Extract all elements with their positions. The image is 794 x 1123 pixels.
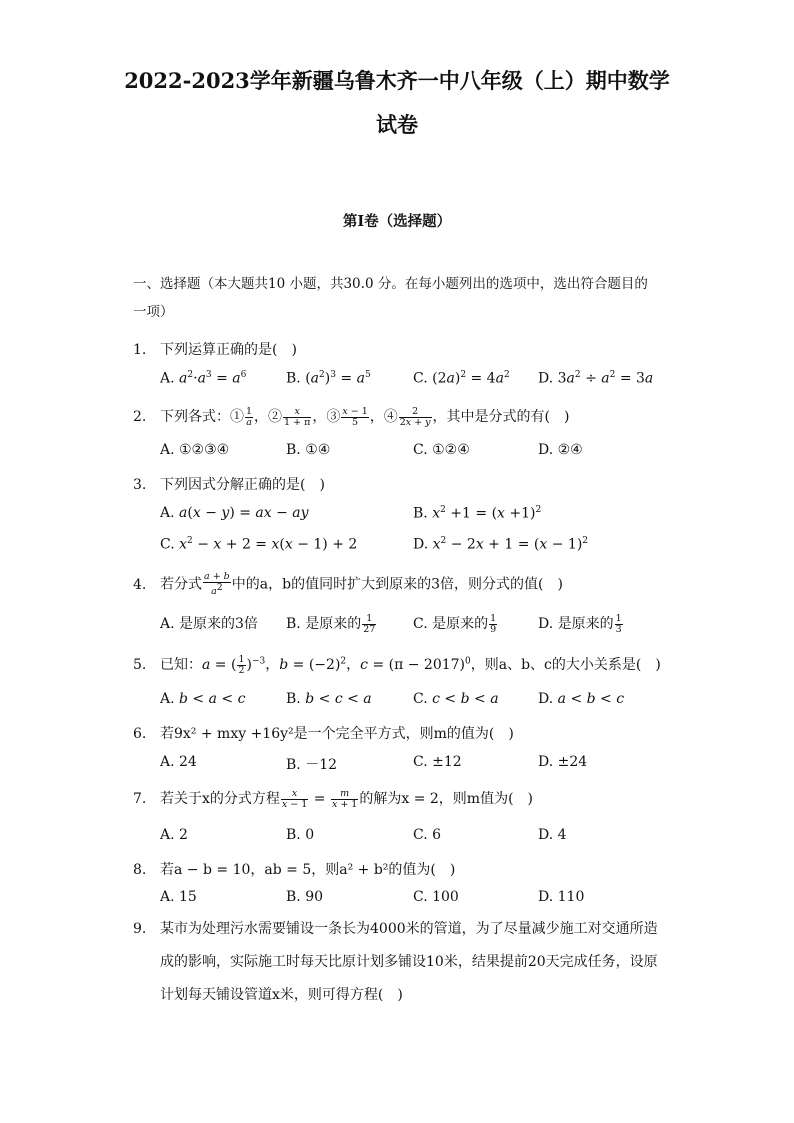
question-2: 2. 下列各式：① $\frac{1}{a}$ ，② $\frac{x}{1 + \pi}$ ，③ $\frac{x - 1}{5}$ ，④ $\frac{2}{2x + y}$ ，其中是分式的有( ) xyxy=(133,405,570,428)
section-instruction-line2: 一项） xyxy=(133,304,174,320)
question-stem-prefix: 下列各式： xyxy=(160,409,230,425)
question-9-line3: 计划每天铺设管道x米，则可得方程( ) xyxy=(160,987,403,1003)
option-a: A. b < a < c xyxy=(160,691,246,707)
option-d: D. ②④ xyxy=(538,442,583,458)
fraction: $\frac{x}{1 + \pi}$ xyxy=(284,405,311,428)
fraction: $\frac{x - 1}{5}$ xyxy=(342,405,368,428)
fraction: $\frac{1}{3}$ xyxy=(615,612,622,635)
fraction: $\frac{1}{9}$ xyxy=(490,612,497,635)
question-4 xyxy=(133,572,673,597)
fraction: $\frac{1}{2}$ xyxy=(238,653,245,676)
question-stem-prefix: 若关于x的分式方程 xyxy=(160,791,280,807)
option-d: D. a < b < c xyxy=(538,691,625,707)
option-c-text: C. 是原来的 xyxy=(413,616,489,632)
question-9-line1: 某市为处理污水需要铺设一条长为4000米的管道，为了尽量减少施工对交通所造 xyxy=(160,921,658,937)
option-a: A. ①②③④ xyxy=(160,442,230,458)
option-d xyxy=(538,613,624,635)
option-c: C. 100 xyxy=(413,889,459,905)
question-8 xyxy=(133,859,673,879)
question-5: 5. 已知：a = ( $\frac{1}{2}$ )$^{-3}$，$b = (-2)^2$，$c = (\pi - 2017)^0$，则a、b、c的大小关系是( ) xyxy=(133,653,661,676)
fraction: $\frac{1}{27}$ xyxy=(363,612,376,635)
option-c: C. $(2a)^2 = 4a^2$ xyxy=(413,370,510,387)
option-c: C. ①②④ xyxy=(413,442,470,458)
question-number: 2. xyxy=(133,409,147,425)
fraction: $\frac{1}{a}$ xyxy=(246,405,253,428)
question-number: 8. xyxy=(133,862,147,878)
option-d-text: D. 是原来的 xyxy=(538,616,614,632)
option-a: A. 2 xyxy=(160,827,188,843)
option-c: C. c < b < a xyxy=(413,691,499,707)
question-stem: 若a − b = 10，ab = 5，则a² + b²的值为( ) xyxy=(160,862,456,878)
option-d: D. $3a^2 \div a^2 = 3a$ xyxy=(538,370,654,387)
section-instruction xyxy=(133,270,673,326)
question-number: 6. xyxy=(133,726,147,742)
question-stem-prefix: 若分式 xyxy=(160,576,202,593)
question-stem: 下列运算正确的是( ) xyxy=(160,342,297,358)
section-instruction-line1: 一、选择题（本大题共10 小题，共30.0 分。在每小题列出的选项中，选出符合题目的 xyxy=(133,276,648,292)
question-stem-suffix: 的解为x = 2，则m值为( ) xyxy=(359,791,533,807)
question-number: 1. xyxy=(133,342,147,358)
question-stem-suffix: 中的a，b的值同时扩大到原来的3倍，则分式的值( ) xyxy=(231,576,563,593)
part-heading: 第I卷（选择题） xyxy=(342,213,452,230)
question-stem: 下列因式分解正确的是( ) xyxy=(160,477,325,493)
question-6 xyxy=(133,723,673,743)
option-b-text: B. 是原来的 xyxy=(286,616,362,632)
question-stem-suffix: ，其中是分式的有( ) xyxy=(432,409,570,425)
question-stem-prefix: 已知： xyxy=(160,657,202,673)
option-c: C. $x^2 - x + 2 = x(x - 1) + 2$ xyxy=(160,536,358,553)
question-stem-suffix: ，则a、b、c的大小关系是( ) xyxy=(470,657,661,673)
option-d: D. 4 xyxy=(538,827,567,843)
page-title-line2: 试卷 xyxy=(376,112,418,137)
fraction: $\frac{m}{x + 1}$ xyxy=(331,787,358,810)
question-number: 9. xyxy=(133,921,147,937)
option-b: B. b < c < a xyxy=(286,691,372,707)
page-title-line1: 2022-2023学年新疆乌鲁木齐一中八年级（上）期中数学 xyxy=(124,68,670,93)
option-a: A. 是原来的3倍 xyxy=(160,616,258,632)
option-b: B. －12 xyxy=(286,757,338,773)
fraction: $\frac{2}{2x + y}$ xyxy=(399,405,431,428)
question-3 xyxy=(133,474,673,494)
option-c: C. ±12 xyxy=(413,754,462,770)
option-b: B. $(a^2)^3 = a^5$ xyxy=(286,370,371,387)
option-a: A. 15 xyxy=(160,889,197,905)
question-number: 7. xyxy=(133,791,147,807)
option-a: A. 24 xyxy=(160,754,197,770)
option-c: C. 6 xyxy=(413,827,442,843)
question-9-stem xyxy=(160,913,680,1012)
option-d: D. $x^2 - 2x + 1 = (x - 1)^2$ xyxy=(413,536,589,553)
question-stem: 若9x² + mxy +16y²是一个完全平方式，则m的值为( ) xyxy=(160,726,514,742)
option-d: D. ±24 xyxy=(538,754,588,770)
question-1 xyxy=(133,339,673,359)
option-c xyxy=(413,613,498,635)
question-7: 7. 若关于x的分式方程 $\frac{x}{x - 1}$ = $\frac{m}{x + 1}$ 的解为x = 2，则m值为( ) xyxy=(133,787,533,810)
option-b: B. $x^2 +1 = (x +1)^2$ xyxy=(413,505,542,522)
fraction: $\frac{a + b}{a^2}$ xyxy=(204,571,230,598)
option-b xyxy=(286,613,377,635)
option-b: B. 0 xyxy=(286,827,315,843)
fraction: $\frac{x}{x - 1}$ xyxy=(281,787,308,810)
question-number: 5. xyxy=(133,657,147,673)
option-a: A. a(x − y) = ax − ay xyxy=(160,505,309,521)
option-a: A. $a^2\cdot a^3 = a^6$ xyxy=(160,370,247,387)
option-d: D. 110 xyxy=(538,889,585,905)
option-b: B. ①④ xyxy=(286,442,331,458)
option-b: B. 90 xyxy=(286,889,324,905)
question-number: 3. xyxy=(133,477,147,493)
question-number: 4. xyxy=(133,576,147,593)
question-9-line2: 成的影响，实际施工时每天比原计划多铺设10米，结果提前20天完成任务，设原 xyxy=(160,954,658,970)
